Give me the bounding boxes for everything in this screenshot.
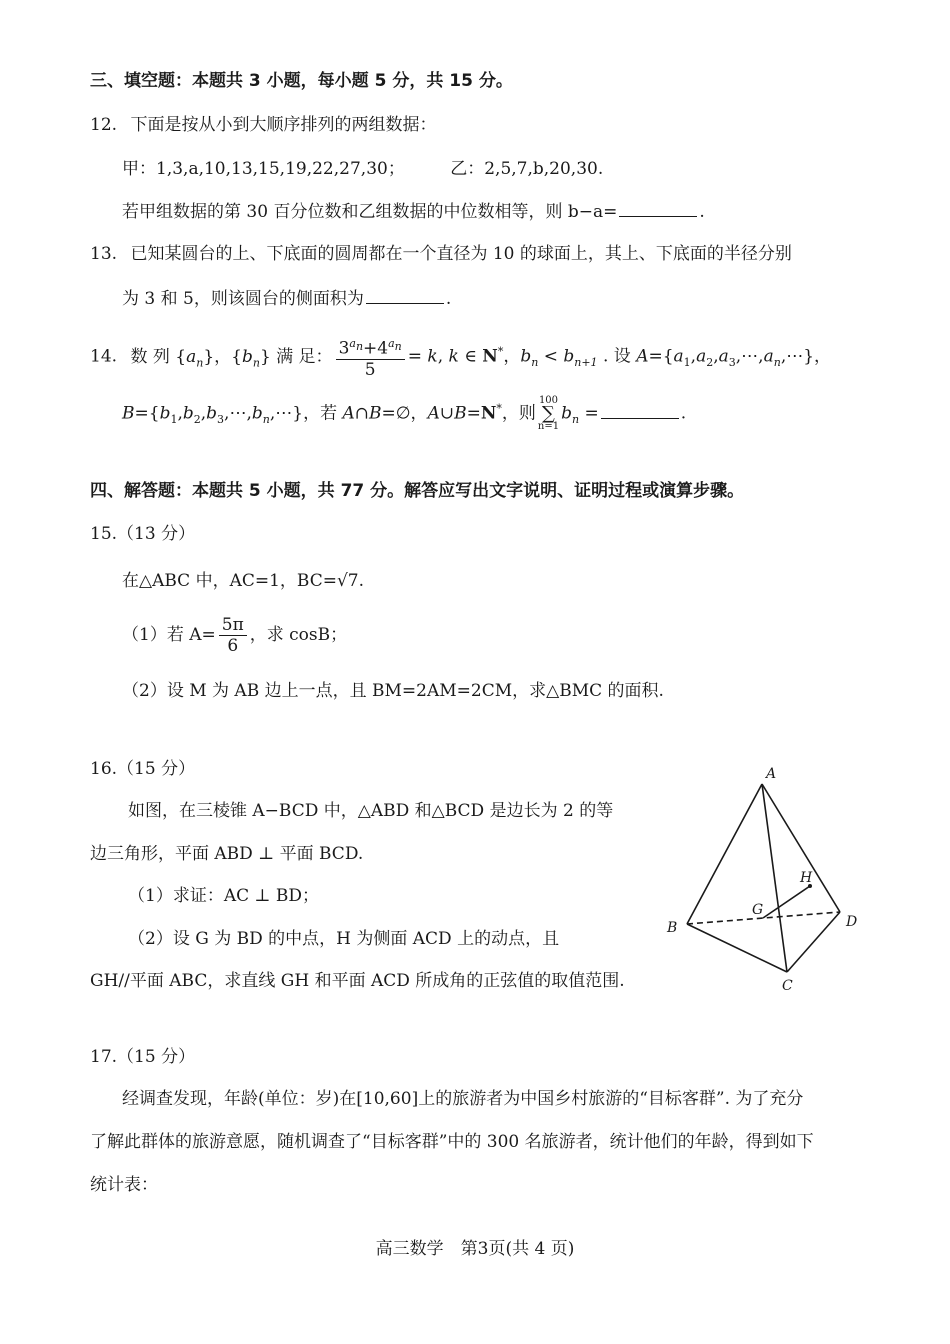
q12-yi: 乙：2,5,7,b,20,30. — [450, 159, 604, 179]
q13-answer-blank[interactable] — [366, 287, 444, 304]
page-footer: 高三数学 第3页(共 4 页) — [375, 1239, 575, 1259]
q17-line2: 了解此群体的旅游意愿，随机调查了“目标客群”中的 300 名旅游者，统计他们的年龄，得到如下 — [90, 1132, 814, 1152]
q14-num: 14. — [90, 346, 118, 367]
q12-num: 12. — [90, 115, 118, 135]
q13-line1 — [90, 243, 792, 265]
q12-condition — [122, 200, 705, 223]
q12-answer-blank[interactable] — [619, 200, 697, 217]
q12-end: . — [699, 202, 705, 222]
q13-end: . — [445, 289, 452, 309]
q13-line2-text: 为 3 和 5，则该圆台的侧面积为 — [122, 289, 364, 309]
q14-answer-blank[interactable] — [601, 402, 679, 419]
q17-num: 17.（15 分） — [90, 1047, 196, 1067]
q16-part2-b: GH//平面 ABC，求直线 GH 和平面 ACD 所成角的正弦值的取值范围. — [90, 971, 625, 991]
tetrahedron-figure — [660, 760, 870, 995]
q16-line1: 如图，在三棱锥 A−BCD 中，△ABD 和△BCD 是边长为 2 的等 — [128, 801, 614, 821]
section3-heading: 三、填空题：本题共 3 小题，每小题 5 分，共 15 分。 — [90, 71, 513, 91]
q17-line3: 统计表： — [90, 1175, 158, 1195]
q15-part2: （2）设 M 为 AB 边上一点，且 BM=2AM=2CM，求△BMC 的面积. — [122, 681, 664, 701]
q14-line1: 14. 数 列 $\{a_n\}$，$\{b_n\}$ 满 足： $\frac{3^{a_n}+4^{a_n}}{5}$ = k, k ∈ N*，$b_n < b_{n+1}$ . 设 $A=\{a_1,a_2,a_3,\cdots,a_n,\cdots\}$， — [90, 330, 831, 385]
label-D: D — [846, 914, 858, 930]
section4-heading: 四、解答题：本题共 5 小题，共 77 分。解答应写出文字说明、证明过程或演算步骤。 — [90, 481, 745, 501]
q12-text — [90, 114, 436, 136]
label-C: C — [782, 978, 793, 994]
edge-CD — [787, 912, 840, 972]
label-G: G — [752, 902, 764, 918]
q15-fraction: $\frac{5\pi}{6}$ — [219, 615, 247, 656]
q12-jia: 甲：1,3,a,10,13,15,19,22,27,30； — [122, 159, 405, 179]
q13-num: 13. — [90, 244, 118, 264]
edge-AB — [687, 784, 762, 924]
edge-BC — [687, 924, 787, 972]
q16-part2-a: （2）设 G 为 BD 的中点，H 为侧面 ACD 上的动点，且 — [128, 929, 560, 949]
q15-part1: （1）若 A= $\frac{5\pi}{6}$ ，求 cosB； — [122, 615, 348, 656]
q12-data — [122, 158, 603, 180]
q13-line2 — [122, 287, 451, 310]
q13-line1-text: 已知某圆台的上、下底面的圆周都在一个直径为 10 的球面上，其上、下底面的半径分别 — [130, 244, 792, 264]
q12-stem: 下面是按从小到大顺序排列的两组数据： — [130, 115, 437, 135]
q14-fraction: $\frac{3^{a_n}+4^{a_n}}{5}$ — [336, 334, 405, 380]
q16-num: 16.（15 分） — [90, 759, 196, 779]
label-B: B — [667, 920, 678, 936]
q12-condition-text: 若甲组数据的第 30 百分位数和乙组数据的中位数相等，则 b−a= — [122, 202, 618, 222]
q14-line2: $B=\{b_1,b_2,b_3,\cdots,b_n,\cdots\}$，若 A∩B=∅，A∪B=N*，则100 ∑ $n=1b_n$ = . — [122, 395, 687, 433]
q15-intro: 在△ABC 中，AC=1，BC=√7. — [122, 571, 365, 591]
segment-GH — [763, 886, 810, 918]
edge-AC — [762, 784, 787, 972]
label-A: A — [766, 766, 777, 782]
q16-part1: （1）求证：AC ⊥ BD； — [128, 886, 320, 906]
q15-num: 15.（13 分） — [90, 524, 196, 544]
label-H: H — [800, 870, 813, 886]
q16-line2: 边三角形，平面 ABD ⊥ 平面 BCD. — [90, 844, 364, 864]
q14-sum-symbol: 100 ∑ n=1 — [537, 395, 560, 433]
q17-line1: 经调查发现，年龄(单位：岁)在[10,60]上的旅游者为中国乡村旅游的“目标客群”. 为了充分 — [122, 1089, 804, 1109]
